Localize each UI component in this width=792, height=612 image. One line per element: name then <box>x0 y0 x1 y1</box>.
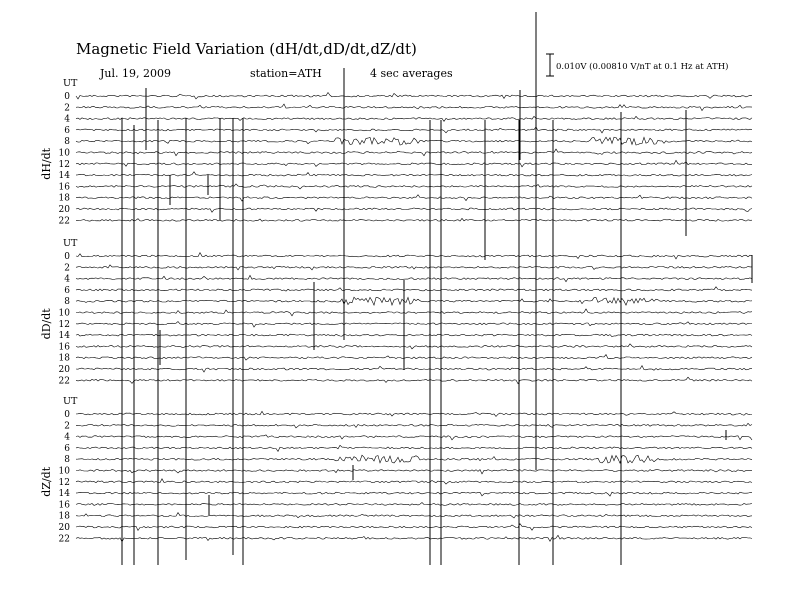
hour-tick-label: 12 <box>58 477 70 488</box>
trace-line <box>76 195 752 201</box>
trace-line <box>76 172 752 176</box>
trace-line <box>76 160 752 166</box>
trace-line <box>76 524 752 531</box>
trace-line <box>76 355 752 361</box>
trace-line <box>76 218 752 221</box>
trace-line <box>76 492 752 496</box>
hour-tick-label: 8 <box>64 455 70 466</box>
trace-line <box>76 322 752 328</box>
hour-tick-label: 6 <box>64 285 70 296</box>
panel-dH-dt <box>40 78 752 226</box>
trace-line <box>76 377 752 384</box>
hour-tick-label: 18 <box>58 353 70 364</box>
hour-tick-label: 14 <box>58 171 70 182</box>
hour-tick-label: 4 <box>64 114 70 125</box>
trace-line <box>76 445 752 451</box>
trace-line <box>76 93 752 99</box>
trace-line <box>76 503 752 506</box>
hour-tick-label: 16 <box>58 182 70 193</box>
trace-line <box>76 275 752 281</box>
hour-tick-label: 10 <box>58 466 70 477</box>
panel-dD-dt <box>40 238 752 386</box>
trace-line <box>76 513 752 518</box>
date-label: Jul. 19, 2009 <box>100 67 171 80</box>
trace-line <box>76 334 752 337</box>
ut-label: UT <box>63 238 78 249</box>
hour-tick-label: 0 <box>64 92 70 102</box>
ut-label: UT <box>63 78 78 89</box>
hour-tick-label: 8 <box>64 297 70 308</box>
hour-tick-label: 8 <box>64 137 70 148</box>
hour-tick-label: 18 <box>58 193 70 204</box>
trace-line <box>76 423 752 428</box>
trace-line <box>76 253 752 259</box>
hour-tick-label: 14 <box>58 331 70 342</box>
panel-dZ-dt <box>40 396 752 544</box>
trace-line <box>76 344 752 349</box>
hour-tick-label: 2 <box>64 103 70 114</box>
hour-tick-label: 2 <box>64 421 70 432</box>
hour-tick-label: 12 <box>58 319 70 330</box>
trace-line <box>76 455 752 463</box>
trace-line <box>76 137 752 145</box>
hour-tick-label: 0 <box>64 410 70 420</box>
trace-line <box>76 208 752 212</box>
trace-line <box>76 265 752 270</box>
hour-tick-label: 6 <box>64 125 70 136</box>
hour-tick-label: 10 <box>58 148 70 159</box>
hour-tick-label: 6 <box>64 443 70 454</box>
hour-tick-label: 22 <box>58 534 70 545</box>
hour-tick-label: 16 <box>58 342 70 353</box>
trace-line <box>76 435 752 440</box>
trace-line <box>76 309 752 316</box>
hour-tick-label: 20 <box>58 523 70 533</box>
averaging-label: 4 sec averages <box>370 67 453 80</box>
hour-tick-label: 22 <box>58 376 70 387</box>
scale-label: 0.010V (0.00810 V/nT at 0.1 Hz at ATH) <box>556 62 729 72</box>
station-label: station=ATH <box>250 67 322 80</box>
scale-bar <box>546 54 728 76</box>
hour-tick-label: 22 <box>58 216 70 227</box>
hour-tick-label: 20 <box>58 365 70 375</box>
hour-tick-label: 4 <box>64 432 70 443</box>
trace-line <box>76 479 752 484</box>
trace-line <box>76 470 752 474</box>
panel-label: dD/dt <box>40 308 53 340</box>
trace-line <box>76 149 752 156</box>
panels-group <box>40 78 752 544</box>
hour-tick-label: 10 <box>58 308 70 319</box>
ut-label: UT <box>63 396 78 407</box>
trace-line <box>76 104 752 111</box>
trace-line <box>76 297 752 305</box>
hour-tick-label: 16 <box>58 500 70 511</box>
trace-line <box>76 411 752 416</box>
panel-label: dZ/dt <box>40 466 53 497</box>
panel-label: dH/dt <box>40 147 53 180</box>
trace-line <box>76 287 752 291</box>
trace-line <box>76 184 752 189</box>
hour-tick-label: 18 <box>58 511 70 522</box>
hour-tick-label: 4 <box>64 274 70 285</box>
trace-line <box>76 127 752 133</box>
hour-tick-label: 0 <box>64 252 70 262</box>
hour-tick-label: 12 <box>58 159 70 170</box>
trace-line <box>76 535 752 542</box>
hour-tick-label: 20 <box>58 205 70 215</box>
hour-tick-label: 2 <box>64 263 70 274</box>
trace-line <box>76 116 752 121</box>
chart-title: Magnetic Field Variation (dH/dt,dD/dt,dZ/dt) <box>76 40 417 58</box>
hour-tick-label: 14 <box>58 489 70 500</box>
trace-line <box>76 366 752 373</box>
